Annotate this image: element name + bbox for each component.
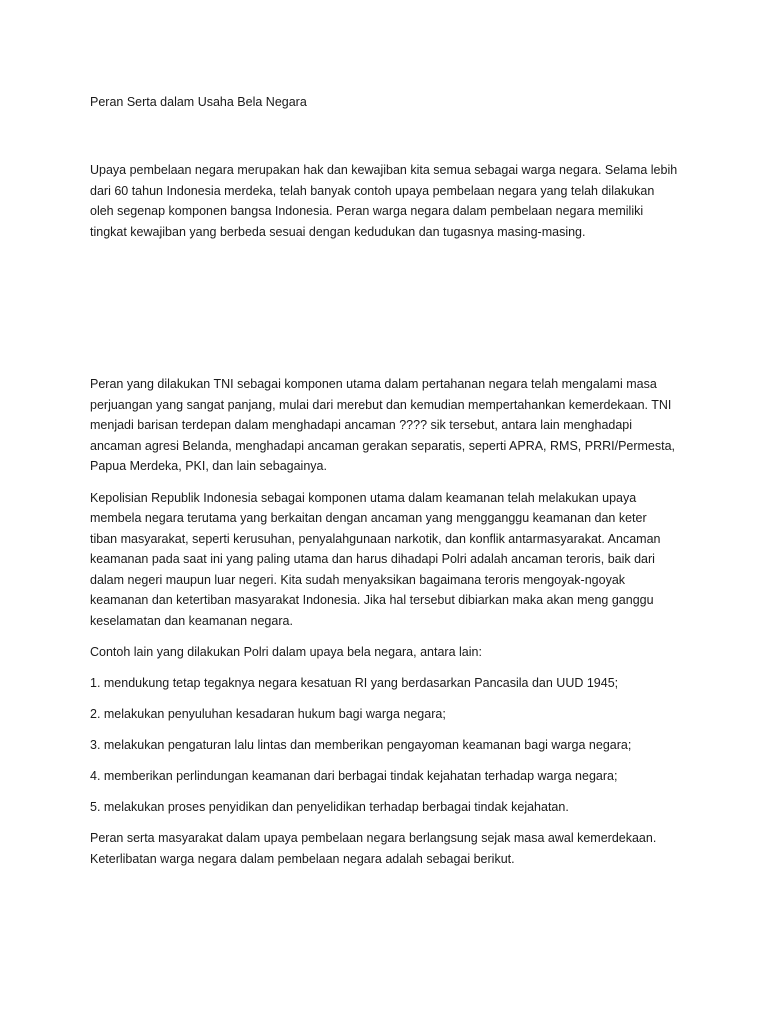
text-line: dalam negeri maupun luar negeri. Kita sudah menyaksikan bagaimana teroris mengoyak-ngoyak [90, 572, 626, 587]
list-item: 3. melakukan pengaturan lalu lintas dan memberikan pengayoman keamanan bagi warga negara; [90, 738, 632, 752]
text-line: perjuangan yang sangat panjang, mulai dari merebut dan kemudian mempertahankan kemerdekaan. TNI [90, 397, 672, 412]
text-line: Upaya pembelaan negara merupakan hak dan kewajiban kita semua sebagai warga negara. Selama lebih [90, 163, 678, 177]
text-line: Keterlibatan warga negara dalam pembelaan negara adalah sebagai berikut. [90, 851, 515, 866]
text-line: Peran serta masyarakat dalam upaya pembelaan negara berlangsung sejak masa awal kemerdekaan. [90, 831, 657, 845]
paragraph-tni [90, 374, 690, 477]
text-line: oleh segenap komponen bangsa Indonesia. Peran warga negara dalam pembelaan negara memiliki [90, 204, 644, 218]
text-line: keselamatan dan keamanan negara. [90, 613, 293, 628]
text-line: Papua Merdeka, PKI, dan lain sebagainya. [90, 459, 327, 473]
list-item: 4. memberikan perlindungan keamanan dari berbagai tindak kejahatan terhadap warga negara; [90, 769, 618, 783]
text-line: dari 60 tahun Indonesia merdeka, telah banyak contoh upaya pembelaan negara yang telah dilakukan [90, 183, 655, 198]
text-line: menjadi barisan terdepan dalam menghadapi ancaman ???? sik tersebut, antara lain menghadapi [90, 418, 633, 432]
list-intro: Contoh lain yang dilakukan Polri dalam upaya bela negara, antara lain: [90, 645, 482, 659]
text-line: Peran yang dilakukan TNI sebagai komponen utama dalam pertahanan negara telah mengalami masa [90, 377, 657, 391]
document-title: Peran Serta dalam Usaha Bela Negara [90, 95, 307, 109]
paragraph-masyarakat [90, 828, 690, 869]
text-line: tingkat kewajiban yang berbeda sesuai dengan kedudukan dan tugasnya masing-masing. [90, 224, 586, 239]
text-line: ancaman agresi Belanda, menghadapi ancaman gerakan separatis, seperti APRA, RMS, PRRI/Permesta, [90, 438, 676, 453]
text-line: Kepolisian Republik Indonesia sebagai komponen utama dalam keamanan telah melakukan upaya [90, 490, 637, 505]
list-item: 5. melakukan proses penyidikan dan penyelidikan terhadap berbagai tindak kejahatan. [90, 800, 569, 814]
list-item: 2. melakukan penyuluhan kesadaran hukum bagi warga negara; [90, 707, 446, 721]
paragraph-intro [90, 160, 690, 242]
list-item: 1. mendukung tetap tegaknya negara kesatuan RI yang berdasarkan Pancasila dan UUD 1945; [90, 676, 619, 690]
text-line: tiban masyarakat, seperti kerusuhan, penyalahgunaan narkotik, dan konflik antarmasyarakat. Ancaman [90, 531, 661, 546]
text-line: keamanan pada saat ini yang paling utama dan harus dihadapi Polri adalah ancaman teroris, baik dari [90, 552, 655, 566]
document-page [90, 94, 690, 869]
text-line: keamanan dan ketertiban masyarakat Indonesia. Jika hal tersebut dibiarkan maka akan meng ganggu [90, 593, 654, 607]
paragraph-polri [90, 488, 690, 632]
text-line: membela negara terutama yang berkaitan dengan ancaman yang mengganggu keamanan dan keter [90, 511, 647, 525]
